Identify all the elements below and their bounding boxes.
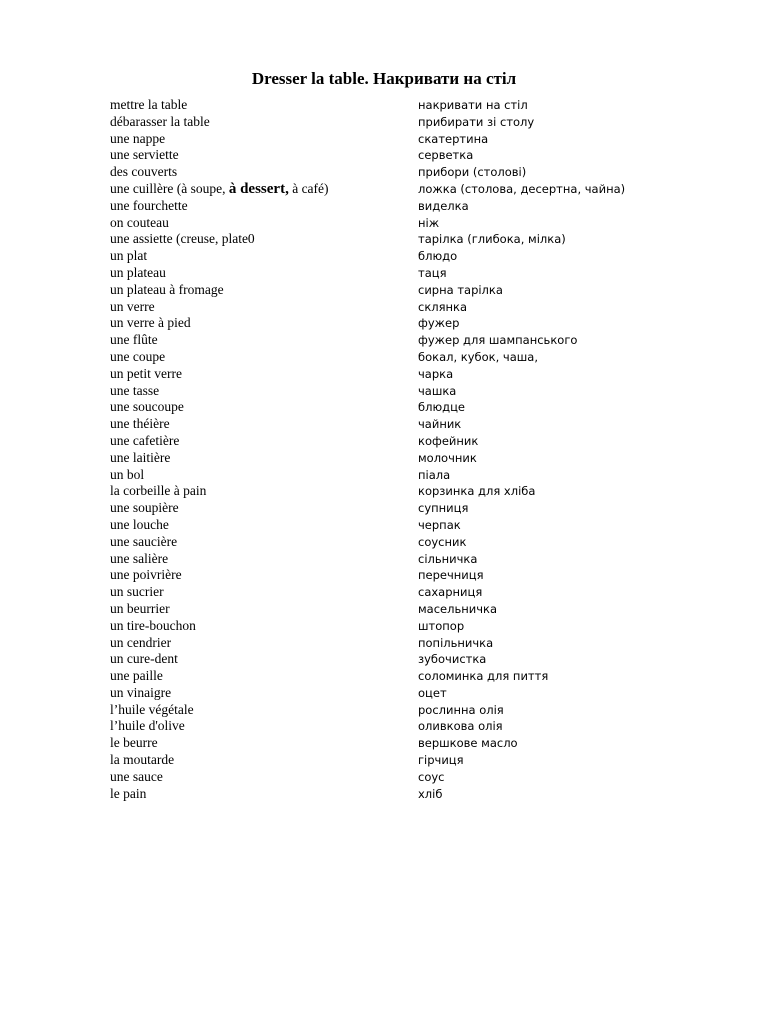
vocab-row <box>110 534 670 551</box>
ukrainian-term: вершкове масло <box>418 736 518 751</box>
ukrainian-term: чашка <box>418 383 457 398</box>
vocab-row <box>110 651 670 668</box>
french-term: un plat <box>110 248 148 264</box>
french-term: une théière <box>110 416 170 432</box>
french-term: l’huile d'olive <box>110 718 185 734</box>
ukrainian-term: штопор <box>418 618 465 633</box>
vocab-row <box>110 483 670 500</box>
ukrainian-term: виделка <box>418 198 469 213</box>
ukrainian-term: оливкова олія <box>418 719 503 734</box>
french-term: une cafetière <box>110 432 180 448</box>
vocab-row <box>110 399 670 416</box>
ukrainian-term: чарка <box>418 366 454 381</box>
french-term: une assiette (creuse, plate0 <box>110 231 255 247</box>
french-term: un bol <box>110 466 145 482</box>
ukrainian-term: блюдце <box>418 400 465 415</box>
ukrainian-term: корзинка для хліба <box>418 484 536 499</box>
french-term: une louche <box>110 516 169 532</box>
french-term: des couverts <box>110 164 178 180</box>
french-term: une fourchette <box>110 197 188 213</box>
french-term: un beurrier <box>110 600 170 616</box>
ukrainian-term: прибори (столові) <box>418 165 527 180</box>
vocab-row <box>110 265 670 282</box>
french-term: une salière <box>110 550 169 566</box>
ukrainian-term: сільничка <box>418 551 478 566</box>
ukrainian-term: хліб <box>418 786 443 801</box>
ukrainian-term: чайник <box>418 417 462 432</box>
french-term: une laitière <box>110 449 171 465</box>
french-term: une tasse <box>110 382 160 398</box>
vocab-row <box>110 500 670 517</box>
ukrainian-term: молочник <box>418 450 477 465</box>
ukrainian-term: бокал, кубок, чаша, <box>418 349 538 364</box>
vocab-row <box>110 349 670 366</box>
vocab-row <box>110 416 670 433</box>
french-term: une flûte <box>110 332 158 348</box>
vocab-row <box>110 718 670 735</box>
french-term: une poivrière <box>110 567 182 583</box>
vocab-row <box>110 164 670 181</box>
vocab-row <box>110 752 670 769</box>
ukrainian-term: сахарниця <box>418 585 483 600</box>
vocab-row <box>110 315 670 332</box>
ukrainian-term: склянка <box>418 299 468 314</box>
ukrainian-term: піала <box>418 467 451 482</box>
ukrainian-term: таця <box>418 265 447 280</box>
vocab-row <box>110 601 670 618</box>
ukrainian-term: рослинна олія <box>418 702 504 717</box>
french-term: un verre <box>110 298 155 314</box>
ukrainian-term: фужер <box>418 316 460 331</box>
ukrainian-term: соус <box>418 769 445 784</box>
vocab-row <box>110 97 670 114</box>
vocab-row <box>110 299 670 316</box>
french-term: on couteau <box>110 214 169 230</box>
ukrainian-term: оцет <box>418 685 447 700</box>
french-term: l’huile végétale <box>110 701 194 717</box>
vocab-row <box>110 702 670 719</box>
ukrainian-term: масельничка <box>418 601 498 616</box>
ukrainian-term: соломинка для пиття <box>418 669 549 684</box>
french-term: un cure-dent <box>110 651 178 667</box>
page-title: Dresser la table. Накривати на стіл <box>251 69 517 88</box>
vocab-row <box>110 248 670 265</box>
french-term: un petit verre <box>110 365 182 381</box>
vocab-row <box>110 584 670 601</box>
french-term: un verre à pied <box>110 315 191 331</box>
vocabulary-list <box>110 97 670 802</box>
french-term: un plateau à fromage <box>110 281 224 297</box>
vocab-row <box>110 332 670 349</box>
vocab-row <box>110 517 670 534</box>
vocab-row <box>110 635 670 652</box>
french-term: une soupière <box>110 500 179 516</box>
ukrainian-term: блюдо <box>418 249 458 264</box>
french-term: un tire-bouchon <box>110 617 196 633</box>
ukrainian-term: тарілка (глибока, мілка) <box>418 232 566 247</box>
ukrainian-term: кофейник <box>418 433 479 448</box>
french-term: un plateau <box>110 264 166 280</box>
french-term: mettre la table <box>110 97 188 112</box>
french-term: un sucrier <box>110 584 164 600</box>
vocab-row <box>110 215 670 232</box>
vocab-row <box>110 567 670 584</box>
french-term: la corbeille à pain <box>110 483 207 499</box>
vocab-row <box>110 181 670 198</box>
french-term: une soucoupe <box>110 399 184 415</box>
vocab-row <box>110 786 670 803</box>
vocab-row <box>110 282 670 299</box>
vocab-row <box>110 735 670 752</box>
ukrainian-term: зубочистка <box>418 652 487 667</box>
vocab-row <box>110 450 670 467</box>
ukrainian-term: прибирати зі столу <box>418 114 535 129</box>
vocab-row <box>110 131 670 148</box>
french-term: une saucière <box>110 533 178 549</box>
ukrainian-term: супниця <box>418 501 469 516</box>
spoon-part-c: à café) <box>288 180 329 196</box>
vocab-row <box>110 198 670 215</box>
french-term: une coupe <box>110 348 166 364</box>
ukrainian-term: серветка <box>418 148 474 163</box>
ukrainian-term: скатертина <box>418 131 489 146</box>
spoon-part-a: une cuillère (à soupe, <box>110 180 229 196</box>
ukrainian-term: ніж <box>418 215 440 230</box>
french-term: un vinaigre <box>110 684 172 700</box>
ukrainian-term: попільничка <box>418 635 494 650</box>
ukrainian-term: перечниця <box>418 568 484 583</box>
french-term: le beurre <box>110 735 158 751</box>
french-term: un cendrier <box>110 634 172 650</box>
vocab-row <box>110 551 670 568</box>
french-term: le pain <box>110 785 147 801</box>
ukrainian-term: черпак <box>418 517 461 532</box>
vocab-row <box>110 618 670 635</box>
vocab-row <box>110 433 670 450</box>
ukrainian-term: соусник <box>418 534 467 549</box>
french-term: une paille <box>110 668 163 684</box>
french-term: la moutarde <box>110 752 175 768</box>
french-term-spoon <box>110 181 329 198</box>
vocab-row <box>110 114 670 131</box>
vocab-row <box>110 668 670 685</box>
vocab-row <box>110 685 670 702</box>
vocab-row <box>110 769 670 786</box>
vocab-row <box>110 147 670 164</box>
french-term: une serviette <box>110 147 179 163</box>
ukrainian-term: гірчиця <box>418 753 464 768</box>
vocab-row <box>110 366 670 383</box>
french-term: une sauce <box>110 768 163 784</box>
french-term: débarasser la table <box>110 113 210 129</box>
vocab-row <box>110 383 670 400</box>
vocab-row <box>110 231 670 248</box>
ukrainian-term: накривати на стіл <box>418 98 528 112</box>
vocab-row <box>110 467 670 484</box>
ukrainian-term: ложка (столова, десертна, чайна) <box>418 181 626 196</box>
french-term: une nappe <box>110 130 166 146</box>
ukrainian-term: сирна тарілка <box>418 282 503 297</box>
ukrainian-term: фужер для шампанського <box>418 333 578 348</box>
spoon-part-b: à dessert, <box>228 180 289 197</box>
